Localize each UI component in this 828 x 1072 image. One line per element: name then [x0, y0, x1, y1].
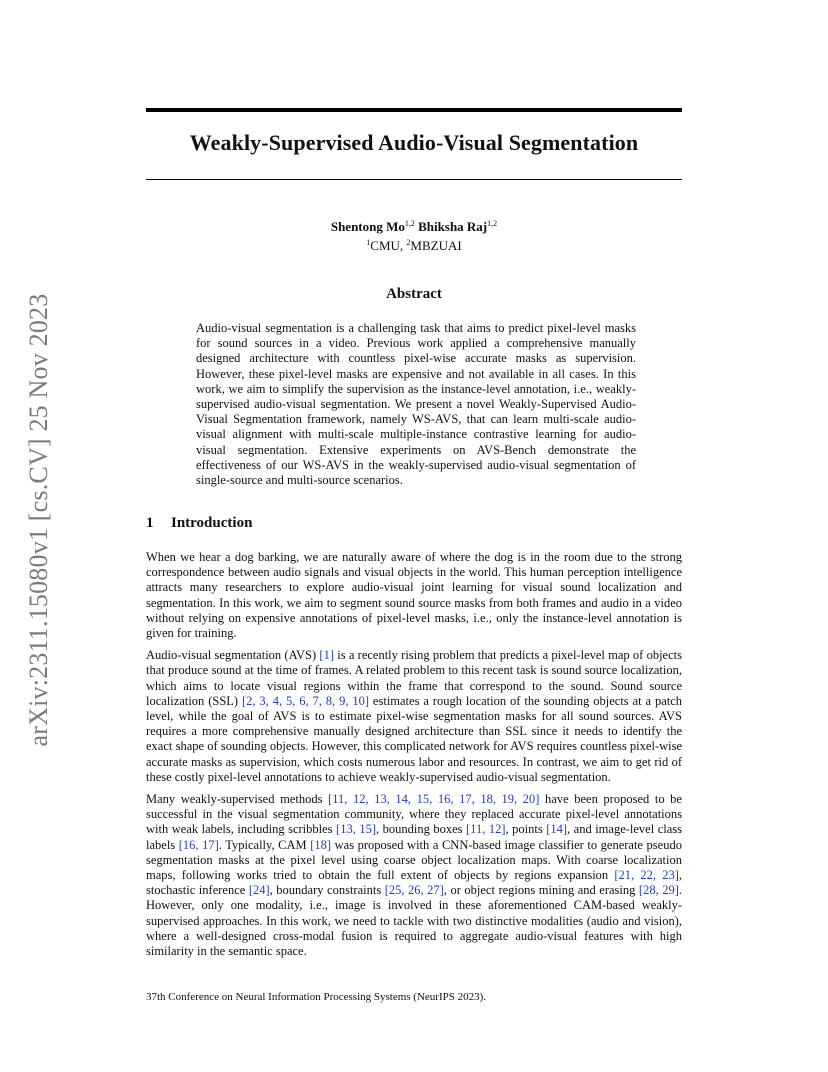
section-heading	[146, 515, 252, 532]
text-run: was proposed with a CNN-based image classifier to generate pseudo segmentation masks at the pixel level using coarse object localization maps. With coarse localization maps, following works tried to obtain the full extent of objects by regions expansion	[146, 837, 682, 883]
author-block	[146, 216, 682, 254]
body-text	[146, 550, 682, 966]
text-run: estimates a rough location of the sounding objects at a patch level, while the goal of AVS is to estimate pixel-wise segmentation masks for all sound sources. AVS requires a more comprehensive manually designed architecture than SSL since it needs to identify the exact shape of sounding objects. However, this complicated network for AVS requires countless pixel-wise accurate masks as supervision, which costs numerous labor and resources. In contrast, we aim to get rid of these costly pixel-level annotations to achieve weakly-supervised audio-visual segmentation.	[146, 693, 683, 784]
citation-link[interactable]: [28, 29]	[638, 883, 679, 898]
affil-1-marker: 1	[366, 238, 371, 247]
conference-footnote: 37th Conference on Neural Information Processing Systems (NeurIPS 2023).	[146, 991, 487, 1003]
title-rule-top	[146, 108, 682, 112]
citation-link[interactable]: [16, 17]	[178, 837, 219, 852]
title-rule-bottom	[146, 179, 682, 180]
citation-link[interactable]: [1]	[319, 648, 334, 663]
citation-link[interactable]: [25, 26, 27]	[384, 883, 444, 898]
abstract-text: Audio-visual segmentation is a challenging task that aims to predict pixel-level masks for sound sources in a video. Previous work applied a comprehensive manually designed architecture with countless pixel-wise accurate masks as supervision. However, these pixel-level masks are expensive and not available in all cases. In this work, we aim to simplify the supervision as the instance-level annotation, i.e., weakly-supervised audio-visual segmentation. We present a novel Weakly-Supervised Audio-Visual Segmentation framework, namely WS-AVS, that can learn multi-scale audio-visual alignment with multi-scale multiple-instance contrastive learning for audio-visual segmentation. Extensive experiments on AVS-Bench demonstrate the effectiveness of our WS-AVS in the weakly-supervised audio-visual segmentation of single-source and multi-source scenarios.	[196, 321, 636, 488]
paragraph-1: When we hear a dog barking, we are naturally aware of where the dog is in the room due to the strong correspondence between audio signals and visual objects in the world. This human perception intelligence attracts many researchers to explore audio-visual joint learning for visual sound localization and segmentation. In this work, we aim to segment sound source masks from both frames and audio in a video without relying on expensive annotations of pixel-level masks, i.e., only the instance-level annotation is given for training.	[146, 550, 682, 641]
abstract-heading: Abstract	[386, 286, 442, 302]
author-1-affil: 1,2	[404, 219, 415, 228]
text-run: have been proposed to be successful in the visual segmentation community, where they replaced accurate pixel-level annotations with weak labels, including scribbles	[146, 792, 682, 837]
citation-link[interactable]: [2, 3, 4, 5, 6, 7, 8, 9, 10]	[241, 693, 370, 708]
citation-link[interactable]: [14]	[546, 822, 568, 837]
citation-link[interactable]: [21, 22, 23]	[614, 868, 679, 883]
affil-1: CMU,	[370, 238, 407, 253]
text-run: Many weakly-supervised methods	[146, 792, 329, 807]
author-names	[146, 216, 682, 235]
author-2-affil: 1,2	[487, 219, 498, 228]
text-run: , or object regions mining and erasing	[443, 883, 639, 898]
author-1: Shentong Mo	[330, 219, 405, 234]
section-number: 1	[146, 515, 154, 531]
text-run: . Typically, CAM	[218, 837, 311, 852]
text-run: , points	[505, 822, 547, 837]
paper-title: Weakly-Supervised Audio-Visual Segmentation	[189, 130, 639, 155]
text-run: is a recently rising problem that predicts a pixel-level map of objects that produce sound at the time of frames. A related problem to this recent task is sound source localization, which aims to locate visual regions within the frame that correspond to the sound. Sound source localization (SSL)	[146, 648, 682, 708]
arxiv-identifier: arXiv:2311.15080v1 [cs.CV] 25 Nov 2023	[24, 293, 53, 747]
citation-link[interactable]: [24]	[248, 883, 270, 898]
author-2: Bhiksha Raj	[418, 219, 488, 234]
text-run: . However, only one modality, i.e., image is involved in these aforementioned CAM-based weakly-supervised approaches. In this work, we need to tackle with two distinctive modalities (audio and vision), where a well-designed cross-modal fusion is required to aggregate audio-visual features with high similarity in the semantic space.	[146, 883, 682, 959]
text-run: , stochastic inference	[146, 868, 682, 898]
paragraph-3	[146, 792, 682, 959]
affil-2: MBZUAI	[410, 238, 462, 253]
text-run: , bounding boxes	[376, 822, 467, 837]
citation-link[interactable]: [11, 12, 13, 14, 15, 16, 17, 18, 19, 20]	[328, 792, 540, 807]
citation-link[interactable]: [11, 12]	[466, 822, 506, 837]
text-run: , boundary constraints	[269, 883, 385, 898]
citation-link[interactable]: [18]	[310, 837, 332, 852]
affil-2-marker: 2	[406, 238, 411, 247]
affiliations	[146, 235, 682, 254]
citation-link[interactable]: [13, 15]	[336, 822, 376, 837]
paragraph-2	[146, 648, 682, 785]
text-run: , and image-level class labels	[146, 822, 683, 852]
text-run: Audio-visual segmentation (AVS)	[146, 648, 320, 663]
section-title: Introduction	[171, 515, 253, 531]
